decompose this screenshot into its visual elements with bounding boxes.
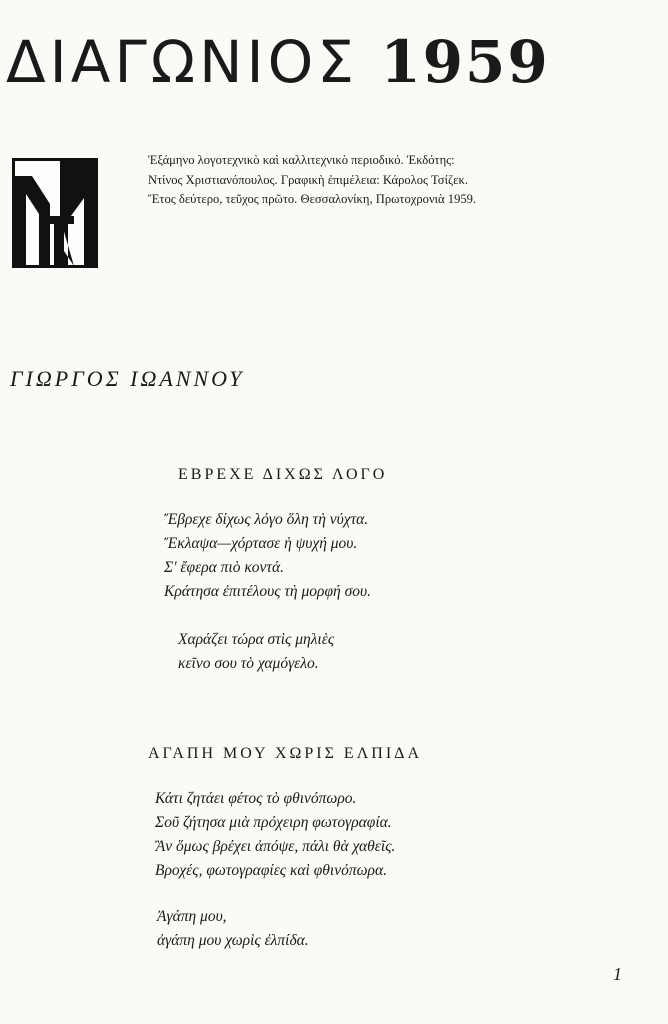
poem-line: ἀγάπη μου χωρὶς ἐλπίδα.	[157, 932, 309, 949]
poem-line: κεῖνο σου τὸ χαμόγελο.	[178, 655, 319, 672]
poem-line: Ἔβρεχε δίχως λόγο ὅλη τὴ νύχτα.	[164, 511, 369, 528]
colophon-line: Ντίνος Χριστιανόπουλος. Γραφικὴ ἐπιμέλεια: Κάρολος Τσίζεκ.	[148, 172, 468, 187]
poem-line: Κάτι ζητάει φέτος τὸ φθινόπωρο.	[155, 790, 357, 807]
magazine-logo-icon	[12, 158, 98, 268]
poem-line: Ἀγάπη μου,	[157, 908, 227, 925]
poem-line: Βροχές, φωτογραφίες καὶ φθινόπωρα.	[155, 862, 388, 879]
poem-stanza	[157, 905, 309, 953]
poem-title: ΕΒΡΕΧΕ ΔΙΧΩΣ ΛΟΓΟ	[178, 466, 388, 483]
colophon-line: Ἔτος δεύτερο, τεῦχος πρῶτο. Θεσσαλονίκη, Πρωτοχρονιὰ 1959.	[148, 192, 477, 206]
colophon	[148, 151, 618, 210]
masthead-year: 1959	[380, 28, 550, 96]
poem-line: Χαράζει τώρα στὶς μηλιὲς	[178, 631, 335, 648]
poem-line: Κράτησα ἐπιτέλους τὴ μορφή σου.	[164, 583, 371, 600]
poem-stanza	[155, 787, 395, 883]
poem-title: ΑΓΑΠΗ ΜΟΥ ΧΩΡΙΣ ΕΛΠΙΔΑ	[148, 745, 423, 762]
author-name: ΓΙΩΡΓΟΣ ΙΩΑΝΝΟΥ	[10, 366, 245, 391]
colophon-line: Ἑξάμηνο λογοτεχνικὸ καὶ καλλιτεχνικὸ περιοδικό. Ἐκδότης:	[148, 153, 455, 167]
poem-line: Σοῦ ζήτησα μιὰ πρόχειρη φωτογραφία.	[155, 814, 392, 831]
poem-line: Ἔκλαψα—χόρτασε ἡ ψυχή μου.	[164, 535, 358, 552]
poem-stanza	[164, 508, 371, 604]
page-number: 1	[613, 964, 622, 984]
magazine-name: ΔΙΑΓΩΝΙΟΣ	[6, 28, 358, 96]
poem-stanza	[178, 628, 334, 676]
poem-line: Σ' ἔφερα πιὸ κοντά.	[164, 559, 284, 576]
masthead-title	[6, 26, 550, 98]
poem-line: Ἂν ὅμως βρέχει ἀπόψε, πάλι θὰ χαθεῖς.	[155, 838, 396, 855]
